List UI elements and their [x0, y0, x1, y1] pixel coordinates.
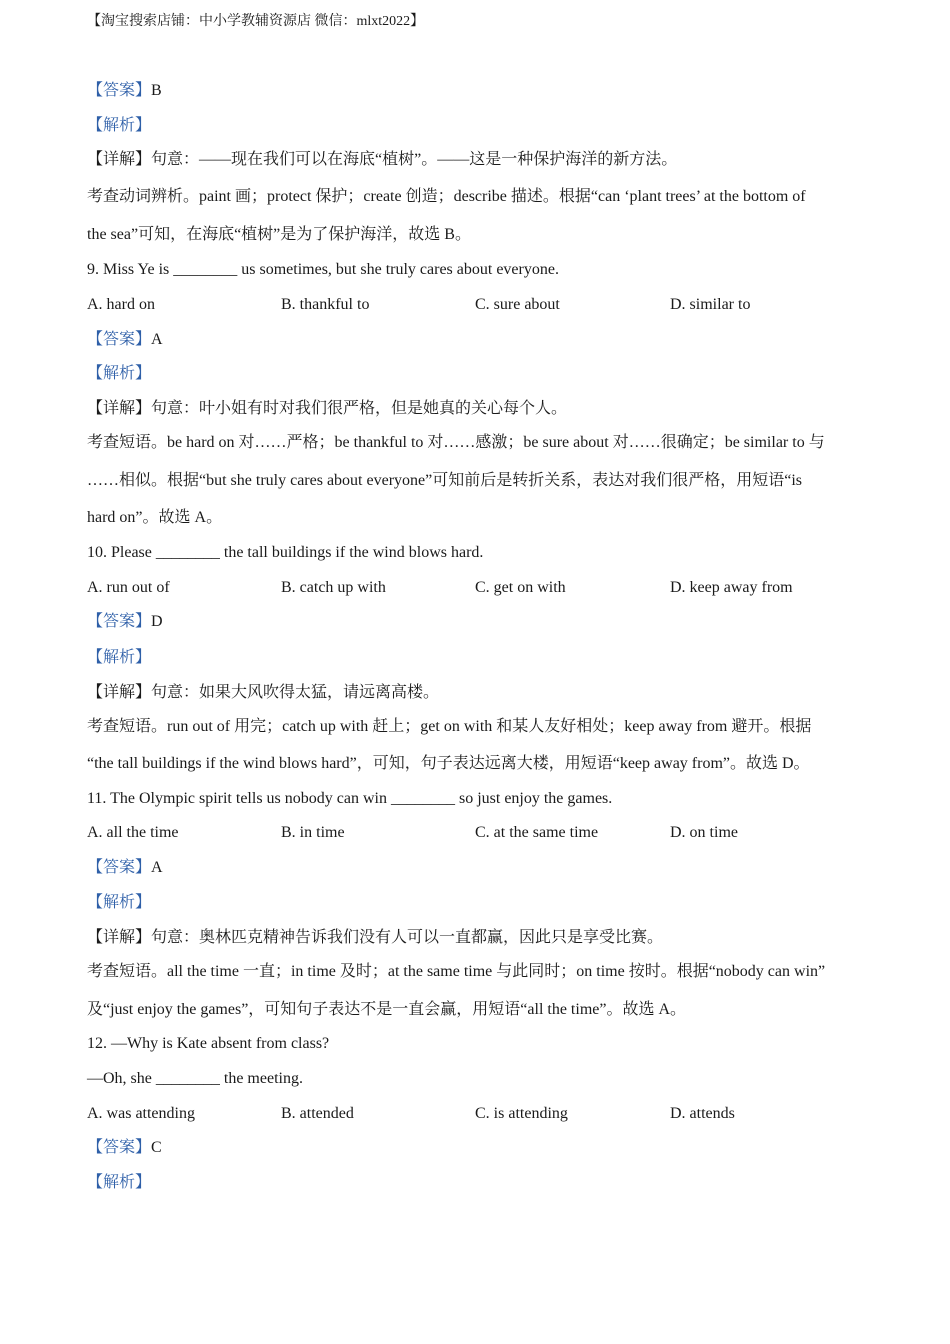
- answer-label: 【答案】: [87, 1139, 152, 1156]
- q12-answer: 【答案】C: [87, 1139, 162, 1156]
- q9-option-d: D. similar to: [670, 296, 751, 313]
- q11-option-c: C. at the same time: [475, 824, 599, 841]
- q10-stem: 10. Please ________ the tall buildings if the wind blows hard.: [87, 544, 484, 561]
- q12-option-b: B. attended: [281, 1105, 354, 1122]
- q9-detail: 【详解】句意：叶小姐有时对我们很严格，但是她真的关心每个人。: [87, 400, 568, 417]
- q10-answer: 【答案】D: [87, 613, 163, 630]
- q11-option-b: B. in time: [281, 824, 345, 841]
- q10-explanation-2: “the tall buildings if the wind blows hard”，可知，句子表达远离大楼，用短语“keep away from”。故选 D。: [87, 755, 810, 772]
- q10-analysis-label: 【解析】: [87, 649, 152, 666]
- q11-stem: 11. The Olympic spirit tells us nobody can win ________ so just enjoy the games.: [87, 790, 613, 807]
- q9-option-b: B. thankful to: [281, 296, 370, 313]
- answer-label: 【答案】: [87, 82, 152, 99]
- q9-explanation-3: hard on”。故选 A。: [87, 509, 223, 526]
- q11-option-a: A. all the time: [87, 824, 179, 841]
- q8-analysis-label: 【解析】: [87, 117, 152, 134]
- q8-explanation-2: the sea”可知，在海底“植树”是为了保护海洋，故选 B。: [87, 226, 471, 243]
- q8-explanation-1: 考查动词辨析。paint 画；protect 保护；create 创造；describe 描述。根据“can ‘plant trees’ at the bottom of: [87, 188, 806, 205]
- q10-option-a: A. run out of: [87, 579, 170, 596]
- q12-stem-2: —Oh, she ________ the meeting.: [87, 1070, 303, 1087]
- q8-answer: 【答案】B: [87, 82, 162, 99]
- q8-detail: 【详解】句意：——现在我们可以在海底“植树”。——这是一种保护海洋的新方法。: [87, 151, 678, 168]
- q10-explanation-1: 考查短语。run out of 用完；catch up with 赶上；get on with 和某人友好相处；keep away from 避开。根据: [87, 718, 812, 735]
- q9-analysis-label: 【解析】: [87, 365, 152, 382]
- q12-option-c: C. is attending: [475, 1105, 568, 1122]
- q12-option-a: A. was attending: [87, 1105, 195, 1122]
- q9-stem: 9. Miss Ye is ________ us sometimes, but she truly cares about everyone.: [87, 261, 559, 278]
- answer-label: 【答案】: [87, 331, 152, 348]
- q12-option-d: D. attends: [670, 1105, 735, 1122]
- page-header: 【淘宝搜索店铺：中小学教辅资源店 微信：mlxt2022】: [87, 14, 425, 29]
- answer-label: 【答案】: [87, 613, 152, 630]
- q10-option-d: D. keep away from: [670, 579, 793, 596]
- q11-explanation-1: 考查短语。all the time 一直；in time 及时；at the same time 与此同时；on time 按时。根据“nobody can win”: [87, 963, 826, 980]
- q11-detail: 【详解】句意：奥林匹克精神告诉我们没有人可以一直都赢，因此只是享受比赛。: [87, 929, 664, 946]
- q12-analysis-label: 【解析】: [87, 1174, 152, 1191]
- q9-option-c: C. sure about: [475, 296, 560, 313]
- q10-detail: 【详解】句意：如果大风吹得太猛，请远离高楼。: [87, 684, 440, 701]
- q11-option-d: D. on time: [670, 824, 738, 841]
- answer-label: 【答案】: [87, 859, 152, 876]
- q9-explanation-2: ……相似。根据“but she truly cares about everyone”可知前后是转折关系，表达对我们很严格，用短语“is: [87, 472, 803, 489]
- q9-option-a: A. hard on: [87, 296, 155, 313]
- q9-answer: 【答案】A: [87, 331, 163, 348]
- q10-option-c: C. get on with: [475, 579, 566, 596]
- q11-answer: 【答案】A: [87, 859, 163, 876]
- q11-explanation-2: 及“just enjoy the games”，可知句子表达不是一直会赢，用短语“all the time”。故选 A。: [87, 1001, 687, 1018]
- q12-stem-1: 12. —Why is Kate absent from class?: [87, 1035, 330, 1052]
- q9-explanation-1: 考查短语。be hard on 对……严格；be thankful to 对……感激；be sure about 对……很确定；be similar to 与: [87, 434, 825, 451]
- q10-option-b: B. catch up with: [281, 579, 386, 596]
- q11-analysis-label: 【解析】: [87, 894, 152, 911]
